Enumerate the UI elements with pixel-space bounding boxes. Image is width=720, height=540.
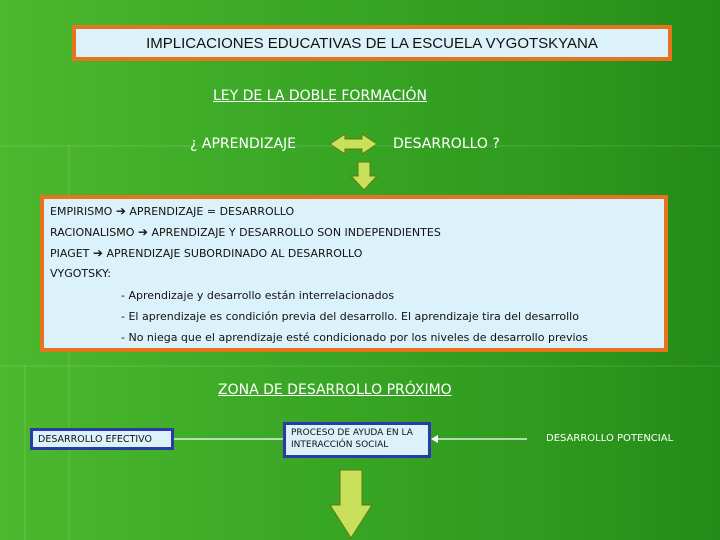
vygotsky-point: - No niega que el aprendizaje esté condicionado por los niveles de desarrollo previos — [121, 331, 589, 344]
theory-empirismo — [50, 204, 294, 218]
node-label: PROCESO DE AYUDA EN LA INTERACCIÓN SOCIAL — [291, 428, 413, 450]
node-desarrollo-potencial — [546, 433, 673, 444]
theory-name: RACIONALISMO — [50, 226, 135, 239]
zone-heading: ZONA DE DESARROLLO PRÓXIMO — [218, 382, 452, 398]
node-desarrollo-efectivo — [30, 428, 174, 450]
down-arrow-bottom — [330, 470, 372, 538]
slide-title-text: IMPLICACIONES EDUCATIVAS DE LA ESCUELA VYGOTSKYANA — [146, 34, 598, 52]
down-arrow-top — [351, 162, 377, 190]
node-label: DESARROLLO EFECTIVO — [38, 434, 152, 445]
relation-right-label: DESARROLLO ? — [393, 136, 500, 152]
law-heading: LEY DE LA DOBLE FORMACIÓN — [213, 88, 427, 104]
vygotsky-point: - El aprendizaje es condición previa del desarrollo. El aprendizaje tira del desarrollo — [121, 310, 579, 323]
arrowhead-left — [431, 435, 438, 443]
theories-box — [40, 195, 668, 352]
right-arrow-icon: ➔ — [137, 225, 148, 239]
right-arrow-icon: ➔ — [115, 204, 126, 218]
theory-piaget — [50, 246, 362, 260]
theory-name: EMPIRISMO — [50, 205, 113, 218]
theory-vygotsky: VYGOTSKY: — [50, 267, 111, 280]
theory-name: PIAGET — [50, 247, 90, 260]
double-arrow — [330, 134, 377, 154]
vygotsky-point: - Aprendizaje y desarrollo están interrelacionados — [121, 289, 395, 302]
relation-left-label: ¿ APRENDIZAJE — [190, 136, 296, 152]
theory-claim: APRENDIZAJE Y DESARROLLO SON INDEPENDIENTES — [151, 226, 441, 239]
theory-racionalismo — [50, 225, 441, 239]
theory-claim: APRENDIZAJE = DESARROLLO — [129, 205, 295, 218]
node-label: DESARROLLO POTENCIAL — [546, 433, 674, 444]
right-arrow-icon: ➔ — [92, 246, 103, 260]
node-proceso-ayuda — [283, 422, 431, 458]
theory-claim: APRENDIZAJE SUBORDINADO AL DESARROLLO — [106, 247, 363, 260]
